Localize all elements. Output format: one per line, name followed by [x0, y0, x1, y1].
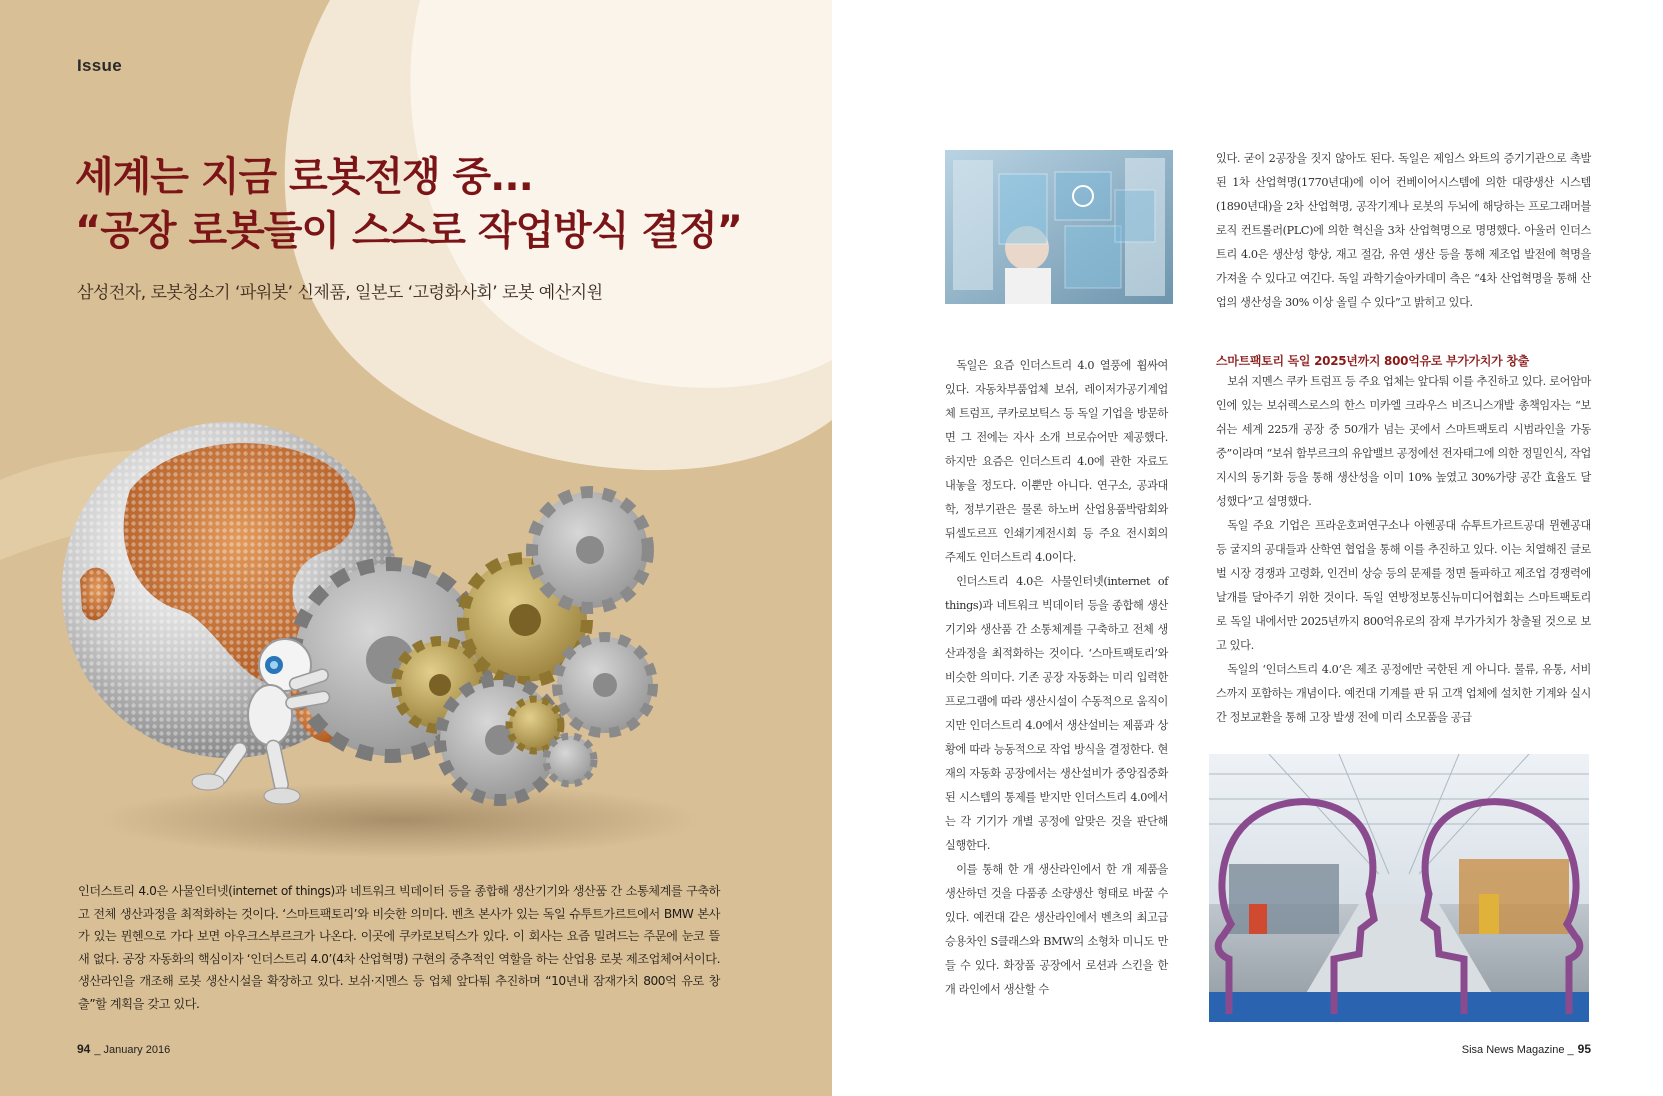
issue-date: January 2016	[103, 1044, 171, 1056]
page-number-right: 95	[1577, 1042, 1591, 1056]
headline-line-2: “공장 로봇들이 스스로 작업방식 결정”	[75, 208, 742, 254]
headline-line-1: 세계는 지금 로봇전쟁 중...	[75, 154, 533, 200]
section-subheading: 스마트팩토리 독일 2025년까지 800억유로 부가가치가 창출	[1216, 354, 1529, 368]
page-number-left: 94	[77, 1042, 91, 1056]
body-paragraph: 독일은 요즘 인더스트리 4.0 열풍에 휩싸여 있다. 자동차부품업체 보쉬, 레이저가공기계업체 트럼프, 쿠카로보틱스 등 독일 기업을 방문하면 그 전에는 자사 소개 브로슈어만 제공했다. 하지만 요즘은 인더스트리 4.0에 관한 자료도 내놓을 정도다. 이뿐만 아니다. 연구소, 공과대학, 정부기관은 물론 하노버 산업용품박람회와 뒤셀도르프 인쇄기계전시회 등 주요 전시회의 주제도 인더스트리 4.0이다.	[945, 359, 1168, 564]
tech-interface-photo	[945, 150, 1173, 304]
body-paragraph: 이를 통해 한 개 생산라인에서 한 개 제품을 생산하던 것을 다품종 소량생산 형태로 바꿀 수 있다. 예컨대 같은 생산라인에서 벤츠의 최고급 승용차인 S클래스와 BMW의 소형차 미니도 만들 수 있다. 화장품 공장에서 로션과 스킨을 한 개 라인에서 생산할 수	[945, 863, 1168, 996]
body-paragraph: 있다. 굳이 2공장을 짓지 않아도 된다. 독일은 제임스 와트의 증기기관으로 촉발된 1차 산업혁명(1770년대)에 이어 컨베이어시스템에 의한 대량생산 시스템(1890년대)을 2차 산업혁명, 공작기계나 로봇의 두뇌에 해당하는 프로그래머블 로직 컨트롤러(PLC)에 의한 혁신을 3차 산업혁명으로 명명했다. 아울러 인더스트리 4.0은 생산성 향상, 재고 절감, 유연 생산 등을 통해 제조업 발전에 혁명을 가져올 수 있다고 여긴다. 독일 과학기술아카데미 측은 “4차 산업혁명을 통해 산업의 생산성을 30% 이상 올릴 수 있다”고 밝히고 있다.	[1216, 152, 1591, 309]
body-column-right-top	[1216, 147, 1591, 315]
headline	[75, 150, 815, 258]
magazine-name: Sisa News Magazine _	[1461, 1044, 1574, 1056]
factory-heads-photo	[1209, 754, 1589, 1022]
body-column-left	[945, 354, 1168, 1002]
body-column-right-middle	[1216, 370, 1591, 730]
folio-left: 94 _ January 2016	[77, 1042, 171, 1056]
folio-right	[1462, 1042, 1591, 1056]
body-paragraph: 인더스트리 4.0은 사물인터넷(internet of things)과 네트워크 빅데이터 등을 종합해 생산기기와 생산품 간 소통체계를 구축하고 전체 생산과정을 최적화하는 것이다. ‘스마트팩토리’와 비슷한 의미다. 기존 공장 자동화는 미리 입력한 프로그램에 따라 생산시설이 수동적으로 움직이지만 인더스트리 4.0에서 생산설비는 제품과 상황에 따라 능동적으로 작업 방식을 결정한다. 현재의 자동화 공장에서는 생산설비가 중앙집중화된 시스템의 통제를 받지만 인더스트리 4.0에서는 각 기기가 개별 공정에 알맞은 것을 판단해 실행한다.	[945, 575, 1168, 852]
robot-globe-gears-illustration	[60, 380, 750, 860]
subhead: 삼성전자, 로봇청소기 ‘파워봇’ 신제품, 일본도 ‘고령화사회’ 로봇 예산지원	[77, 283, 603, 303]
right-page	[832, 0, 1663, 1096]
body-paragraph: 독일의 ‘인더스트리 4.0’은 제조 공정에만 국한된 게 아니다. 물류, 유통, 서비스까지 포함하는 개념이다. 예컨대 기계를 판 뒤 고객 업체에 설치한 기계와 실시간 정보교환을 통해 고장 발생 전에 미리 소모품을 공급	[1216, 663, 1591, 724]
body-paragraph: 보쉬 지멘스 쿠카 트럼프 등 주요 업체는 앞다퉈 이를 추진하고 있다. 로어암마인에 있는 보쉬렉스로스의 한스 미카엘 크라우스 비즈니스개발 총책임자는 “보쉬는 세계 225개 공장 중 50개가 넘는 곳에서 스마트팩토리 시범라인을 가동 중”이라며 “보쉬 함부르크의 유압밸브 공정에선 전자태그에 의한 정밀인식, 작업 지시의 동기화 등을 통해 생산성을 이미 10% 높였고 30%가량 공간 효율도 달성했다”고 설명했다.	[1216, 375, 1591, 508]
section-label: Issue	[77, 56, 122, 75]
body-paragraph: 독일 주요 기업은 프라운호퍼연구소나 아헨공대 슈투트가르트공대 뮌헨공대 등 굴지의 공대들과 산학연 협업을 통해 이를 추진하고 있다. 이는 치열해진 글로벌 시장 경쟁과 고령화, 인건비 상승 등의 문제를 정면 돌파하고 제조업 경쟁력에 날개를 달아주기 위한 것이다. 독일 연방정보통신뉴미디어협회는 스마트팩토리로 독일 내에서만 2025년까지 800억유로의 잠재 부가가치가 창출될 것으로 보고 있다.	[1216, 519, 1591, 652]
lead-paragraph: 인더스트리 4.0은 사물인터넷(internet of things)과 네트워크 빅데이터 등을 종합해 생산기기와 생산품 간 소통체계를 구축하고 전체 생산과정을 최적화하는 것이다. ‘스마트팩토리’와 비슷한 의미다. 벤츠 본사가 있는 독일 슈투트가르트에서 BMW 본사가 있는 뮌헨으로 가다 보면 아우크스부르크가 나온다. 이곳에 쿠카로보틱스가 있다. 이 회사는 요즘 밀려드는 주문에 눈코 뜰 새 없다. 공장 자동화의 핵심이자 ‘인더스트리 4.0’(4차 산업혁명) 구현의 중추적인 역할을 하는 산업용 로봇 제조업체여서이다. 생산라인을 개조해 로봇 생산시설을 확장하고 있다. 보쉬·지멘스 등 업체 앞다퉈 추진하며 “10년내 잠재가치 800억 유로 창출”할 계획을 갖고 있다.	[78, 884, 720, 1011]
